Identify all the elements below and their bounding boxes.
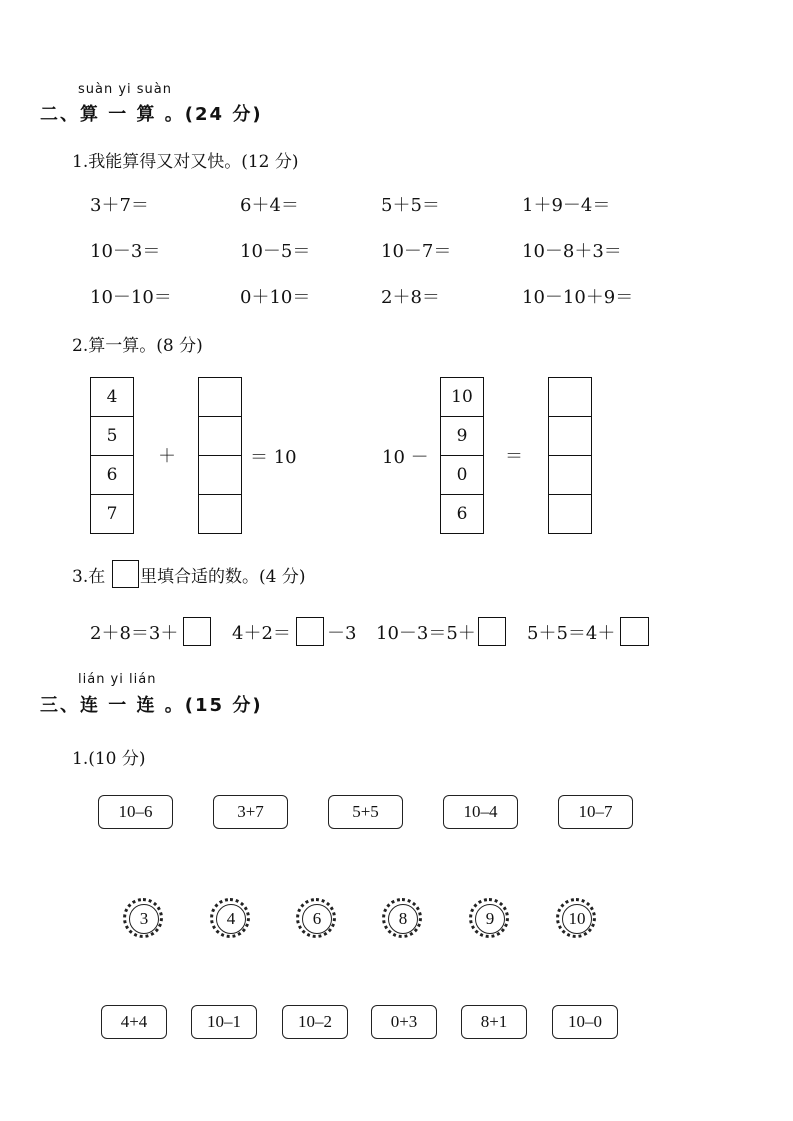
expression-card-bottom[interactable]: 4+4 [101,1005,167,1039]
number-flower[interactable] [382,898,422,938]
column-cell: 4 [91,378,133,417]
flower-number: 8 [388,904,418,934]
expression-card-bottom[interactable]: 8+1 [461,1005,527,1039]
arithmetic-problem: 0＋10＝ [240,287,311,308]
q1-title: 1.我能算得又对又快。(12 分) [72,152,299,172]
number-flower[interactable] [469,898,509,938]
arithmetic-problem: 10－10＝ [90,287,172,308]
q3-item-2-post: －3 [327,623,357,644]
answer-cell[interactable] [549,495,591,533]
answer-column-1 [198,377,242,534]
right-number-column [440,377,484,534]
s3-q1-title: 1.(10 分) [72,749,146,769]
arithmetic-problem: 10－3＝ [90,241,161,262]
flower-number: 9 [475,904,505,934]
arithmetic-problem: 10－8＋3＝ [522,241,622,262]
fill-blank[interactable] [296,617,324,646]
expression-card-top[interactable]: 3+7 [213,795,288,829]
q3-item-3: 10－3＝5＋ [376,623,476,644]
left-number-column [90,377,134,534]
fill-blank[interactable] [620,617,649,646]
column-cell: 6 [91,456,133,495]
column-cell: 5 [91,417,133,456]
section3-pinyin: lián yi lián [78,672,157,687]
expression-card-top[interactable]: 10–6 [98,795,173,829]
arithmetic-problem: 1＋9－4＝ [522,195,611,216]
column-cell: 10 [441,378,483,417]
arithmetic-problem: 10－5＝ [240,241,311,262]
column-cell: 7 [106,504,118,524]
answer-cell[interactable] [549,378,591,417]
fill-blank[interactable] [183,617,211,646]
column-cell: 6 [456,504,468,524]
answer-cell[interactable] [549,456,591,495]
arithmetic-problem: 3＋7＝ [90,195,149,216]
flower-number: 4 [216,904,246,934]
equals-sign: ＝ [505,446,523,467]
arithmetic-problem: 2＋8＝ [381,287,440,308]
section2-pinyin: suàn yi suàn [78,82,173,97]
q3-title-post: 里填合适的数。(4 分) [140,567,306,587]
ten-minus: 10 － [382,447,429,468]
expression-card-bottom[interactable]: 10–0 [552,1005,618,1039]
number-flower[interactable] [210,898,250,938]
column-cell: 9 [441,417,483,456]
answer-column-2 [548,377,592,534]
answer-cell[interactable] [199,456,241,495]
q3-item-1: 2＋8＝3＋ [90,623,179,644]
expression-card-bottom[interactable]: 10–1 [191,1005,257,1039]
example-blank-box [112,560,139,588]
flower-number: 3 [129,904,159,934]
column-cell: 0 [441,456,483,495]
expression-card-bottom[interactable]: 0+3 [371,1005,437,1039]
q2-title: 2.算一算。(8 分) [72,336,203,356]
flower-number: 6 [302,904,332,934]
arithmetic-problem: 10－10＋9＝ [522,287,634,308]
arithmetic-problem: 10－7＝ [381,241,452,262]
q3-item-4: 5＋5＝4＋ [527,623,616,644]
flower-number: 10 [562,904,592,934]
number-flower[interactable] [296,898,336,938]
answer-cell[interactable] [199,495,241,533]
arithmetic-problem: 6＋4＝ [240,195,299,216]
number-flower[interactable] [123,898,163,938]
answer-cell[interactable] [549,417,591,456]
number-flower[interactable] [556,898,596,938]
arithmetic-problem: 5＋5＝ [381,195,440,216]
expression-card-top[interactable]: 5+5 [328,795,403,829]
expression-card-top[interactable]: 10–7 [558,795,633,829]
plus-sign: ＋ [158,446,176,467]
expression-card-top[interactable]: 10–4 [443,795,518,829]
answer-cell[interactable] [199,378,241,417]
equals-ten: ＝ 10 [250,447,297,468]
section3-heading: 三、连 一 连 。(15 分) [40,695,263,716]
fill-blank[interactable] [478,617,506,646]
answer-cell[interactable] [199,417,241,456]
q3-item-2: 4＋2＝ [232,623,291,644]
section2-heading: 二、算 一 算 。(24 分) [40,104,263,125]
q3-title-pre: 3.在 [72,567,106,587]
expression-card-bottom[interactable]: 10–2 [282,1005,348,1039]
